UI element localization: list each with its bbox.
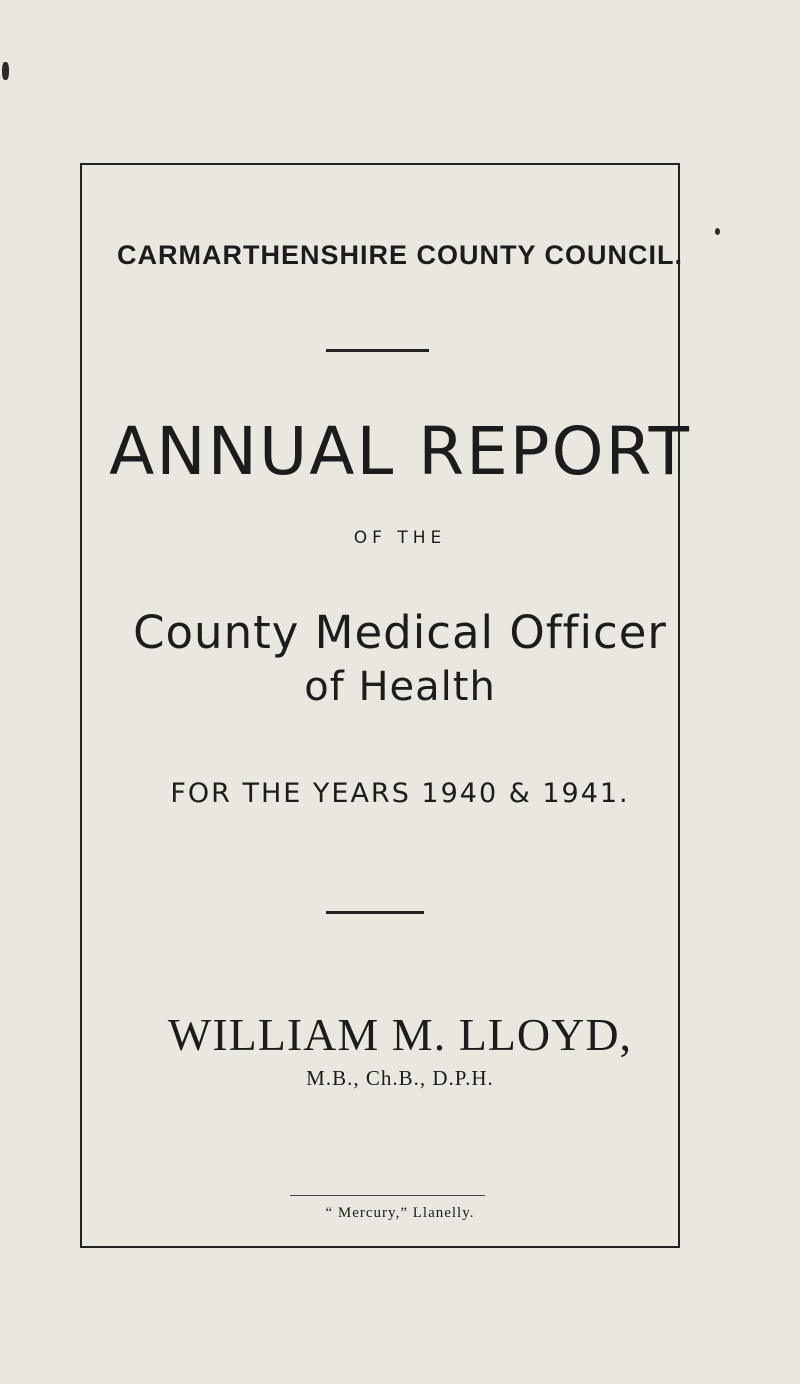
author-degrees: M.B., Ch.B., D.P.H. bbox=[306, 1066, 494, 1090]
divider-rule-middle bbox=[326, 911, 424, 914]
divider-rule-top bbox=[326, 349, 429, 352]
officer-line: County Medical Officer bbox=[133, 606, 667, 659]
of-the-label: OF THE bbox=[353, 528, 447, 548]
ink-speck bbox=[2, 62, 9, 80]
ink-speck bbox=[715, 228, 720, 235]
council-title: CARMARTHENSHIRE COUNTY COUNCIL. bbox=[116, 240, 683, 270]
health-line: of Health bbox=[304, 664, 496, 710]
printer-imprint: “ Mercury,” Llanelly. bbox=[325, 1205, 475, 1221]
divider-rule-printer bbox=[290, 1195, 485, 1196]
report-title: ANNUAL REPORT bbox=[109, 413, 691, 490]
years-line: FOR THE YEARS 1940 & 1941. bbox=[170, 778, 630, 809]
author-name: WILLIAM M. LLOYD, bbox=[167, 1009, 633, 1060]
